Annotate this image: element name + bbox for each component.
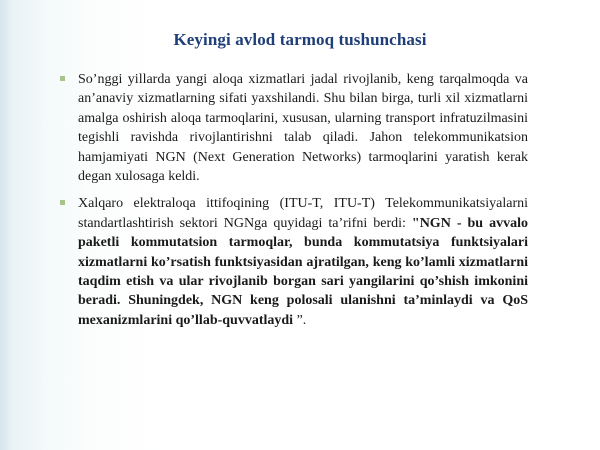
bullet-item-1 bbox=[78, 70, 528, 186]
square-bullet-icon bbox=[60, 76, 65, 81]
slide-title: Keyingi avlod tarmoq tushunchasi bbox=[173, 30, 427, 49]
ngn-definition-quote: "NGN - bu avvalo paketli kommutatsion tarmoqlar, bunda kommutatsiya funktsiyalari xizmatlarni ko’rsatish funktsiyasidan ajratilgan, keng ko’lamli xizmatlarni taqdim etish va ular rivojlanib borgan sari yangilarini qo’shish imkonini beradi. Shuningdek, NGN keng polosali ulanishni ta’minlaydi va QoS mexanizmlarini qo’llab-quvvatlaydi bbox=[78, 215, 528, 328]
quote-closing: ”. bbox=[293, 312, 307, 328]
bullet-intro-text: Xalqaro elektraloqa ittifoqining (ITU-T, ITU-T) Telekommunikatsiyalarni standartlashtirish sektori NGNga quyidagi ta’rifni berdi: bbox=[78, 196, 528, 231]
bullet-item-2 bbox=[78, 194, 528, 330]
slide-body bbox=[78, 70, 528, 338]
slide-left-border bbox=[0, 0, 12, 450]
square-bullet-icon bbox=[60, 200, 65, 205]
bullet-text: So’nggi yillarda yangi aloqa xizmatlari jadal rivojlanib, keng tarqalmoqda va an’anaviy xizmatlarning sifati yaxshilandi. Shu bilan birga, turli xil xizmatlarni amalga oshirish aloqa tarmoqlarini, xususan, ularning transport infratuzilmasini tegishli ravishda rivojlantirishni talab qiladi. Jahon telekommunikatsion hamjamiyati NGN (Next Generation Networks) tarmoqlarini yaratish kerak degan xulosaga keldi. bbox=[78, 72, 528, 185]
